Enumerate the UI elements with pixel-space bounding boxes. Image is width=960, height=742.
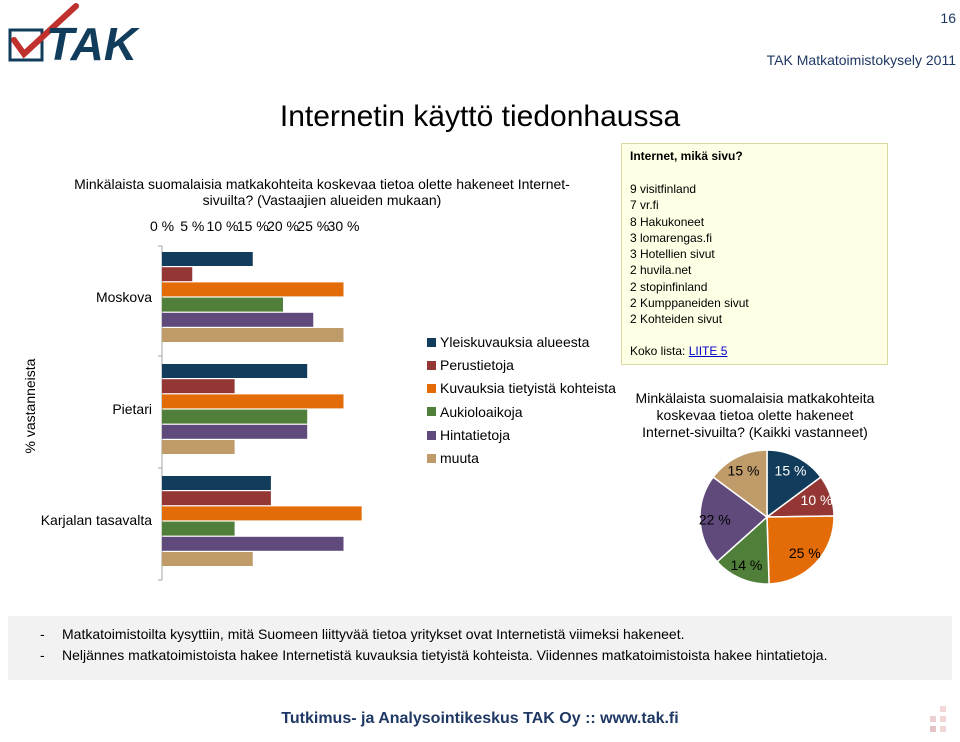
legend-swatch xyxy=(427,407,436,416)
info-box-list-item: 3 Hotellien sivut xyxy=(630,247,715,262)
bar xyxy=(162,267,192,281)
info-box-list-item: 7 vr.fi xyxy=(630,198,659,213)
info-box-list-item: 3 lomarengas.fi xyxy=(630,230,713,245)
legend-item xyxy=(427,449,479,467)
pie-slice-label: 25 % xyxy=(788,545,821,562)
bar xyxy=(162,522,235,536)
bar-chart-question-line-2: sivuilta? (Vastaajien alueiden mukaan) xyxy=(202,192,442,208)
pie-slice-label: 15 % xyxy=(727,462,760,479)
info-box-link-row xyxy=(630,344,727,358)
bar xyxy=(162,313,313,327)
note-dash: - xyxy=(40,626,45,642)
note-item xyxy=(40,626,684,642)
page-number: 16 xyxy=(940,10,956,26)
notes-band xyxy=(8,616,952,680)
pie-chart xyxy=(680,450,880,600)
legend-label: Kuvauksia tietyistä kohteista xyxy=(440,380,616,397)
pie-slice-label: 10 % xyxy=(800,492,833,509)
x-tick-label: 0 % xyxy=(149,218,175,234)
info-box-link-prefix: Koko lista: xyxy=(630,344,689,358)
legend-item xyxy=(427,379,616,397)
bar xyxy=(162,552,253,566)
pie-slice-label: 14 % xyxy=(730,557,763,573)
bar xyxy=(162,476,271,490)
legend-swatch xyxy=(427,338,436,347)
note-text: Neljännes matkatoimistoista hakee Internetistä kuvauksia tietyistä kohteista. Viidennes matkatoimistoista hakee hintatietoja. xyxy=(62,647,828,663)
bar xyxy=(162,252,253,266)
bar-chart-question-line-1: Minkälaista suomalaisia matkakohteita koskevaa tietoa olette hakeneet Internet- xyxy=(74,176,570,192)
note-text: Matkatoimistoilta kysyttiin, mitä Suomeen liittyvää tietoa yritykset ovat Internetistä viimeksi hakeneet. xyxy=(62,626,685,642)
info-box-list-item: 2 Kohteiden sivut xyxy=(630,312,723,327)
footer-credit: Tutkimus- ja Analysointikeskus TAK Oy :: www.tak.fi xyxy=(281,710,679,727)
logo-text: TAK xyxy=(46,18,138,66)
note-dash: - xyxy=(40,647,45,663)
legend-label: Hintatietoja xyxy=(440,426,511,443)
pie-chart-question: Minkälaista suomalaisia matkakohteita koskevaa tietoa olette hakeneet Internet-sivuilta? (Kaikki vastanneet) xyxy=(635,390,875,440)
page-title: Internetin käyttö tiedonhaussa xyxy=(279,100,681,133)
legend-swatch xyxy=(427,384,436,393)
info-box-title: Internet, mikä sivu? xyxy=(630,149,743,163)
tak-logo xyxy=(4,2,154,66)
legend-swatch xyxy=(427,454,436,463)
bar xyxy=(162,328,344,342)
info-box xyxy=(621,143,888,365)
legend-label: Aukioloaikoja xyxy=(440,403,523,420)
x-tick-label: 30 % xyxy=(327,218,360,234)
pie-slice-label: 15 % xyxy=(774,462,807,479)
corner-squares-icon xyxy=(926,706,954,736)
survey-name: TAK Matkatoimistokysely 2011 xyxy=(766,52,956,68)
bar xyxy=(162,440,235,454)
legend-label: muuta xyxy=(440,450,479,466)
pie-slice-label: 22 % xyxy=(698,511,731,528)
info-box-list-item: 2 stopinfinland xyxy=(630,279,708,294)
info-box-list-item: 2 huvila.net xyxy=(630,263,692,278)
bar xyxy=(162,379,235,393)
bar xyxy=(162,364,307,378)
legend-label: Perustietoja xyxy=(440,357,514,374)
bar xyxy=(162,410,307,424)
info-box-list-item: 2 Kumppaneiden sivut xyxy=(630,296,749,311)
legend-item xyxy=(427,356,514,374)
x-tick-label: 20 % xyxy=(267,218,299,234)
x-tick-label: 15 % xyxy=(236,218,269,234)
info-box-list-item: 9 visitfinland xyxy=(630,182,697,196)
note-item xyxy=(40,647,827,663)
bar xyxy=(162,506,362,520)
info-box-list-item: 8 Hakukoneet xyxy=(630,214,705,229)
legend-item xyxy=(427,403,523,421)
info-box-list xyxy=(630,181,749,328)
bar xyxy=(162,394,344,408)
category-label: Moskova xyxy=(95,289,152,305)
bar xyxy=(162,537,344,551)
category-label: Pietari xyxy=(112,401,152,417)
x-tick-label: 10 % xyxy=(206,218,239,234)
category-label: Karjalan tasavalta xyxy=(40,512,152,528)
x-tick-label: 25 % xyxy=(297,218,330,234)
y-axis-label: % vastanneista xyxy=(22,358,38,454)
bar xyxy=(162,298,283,312)
legend-item xyxy=(427,333,589,351)
bar xyxy=(162,491,271,505)
x-tick-label: 5 % xyxy=(180,218,205,234)
legend-swatch xyxy=(427,361,436,370)
bar-chart-question xyxy=(72,176,572,208)
legend-label: Yleiskuvauksia alueesta xyxy=(440,334,590,350)
legend-swatch xyxy=(427,431,436,440)
appendix-link[interactable]: LIITE 5 xyxy=(688,344,728,358)
bar xyxy=(162,425,307,439)
bar xyxy=(162,282,344,296)
legend-item xyxy=(427,426,510,444)
